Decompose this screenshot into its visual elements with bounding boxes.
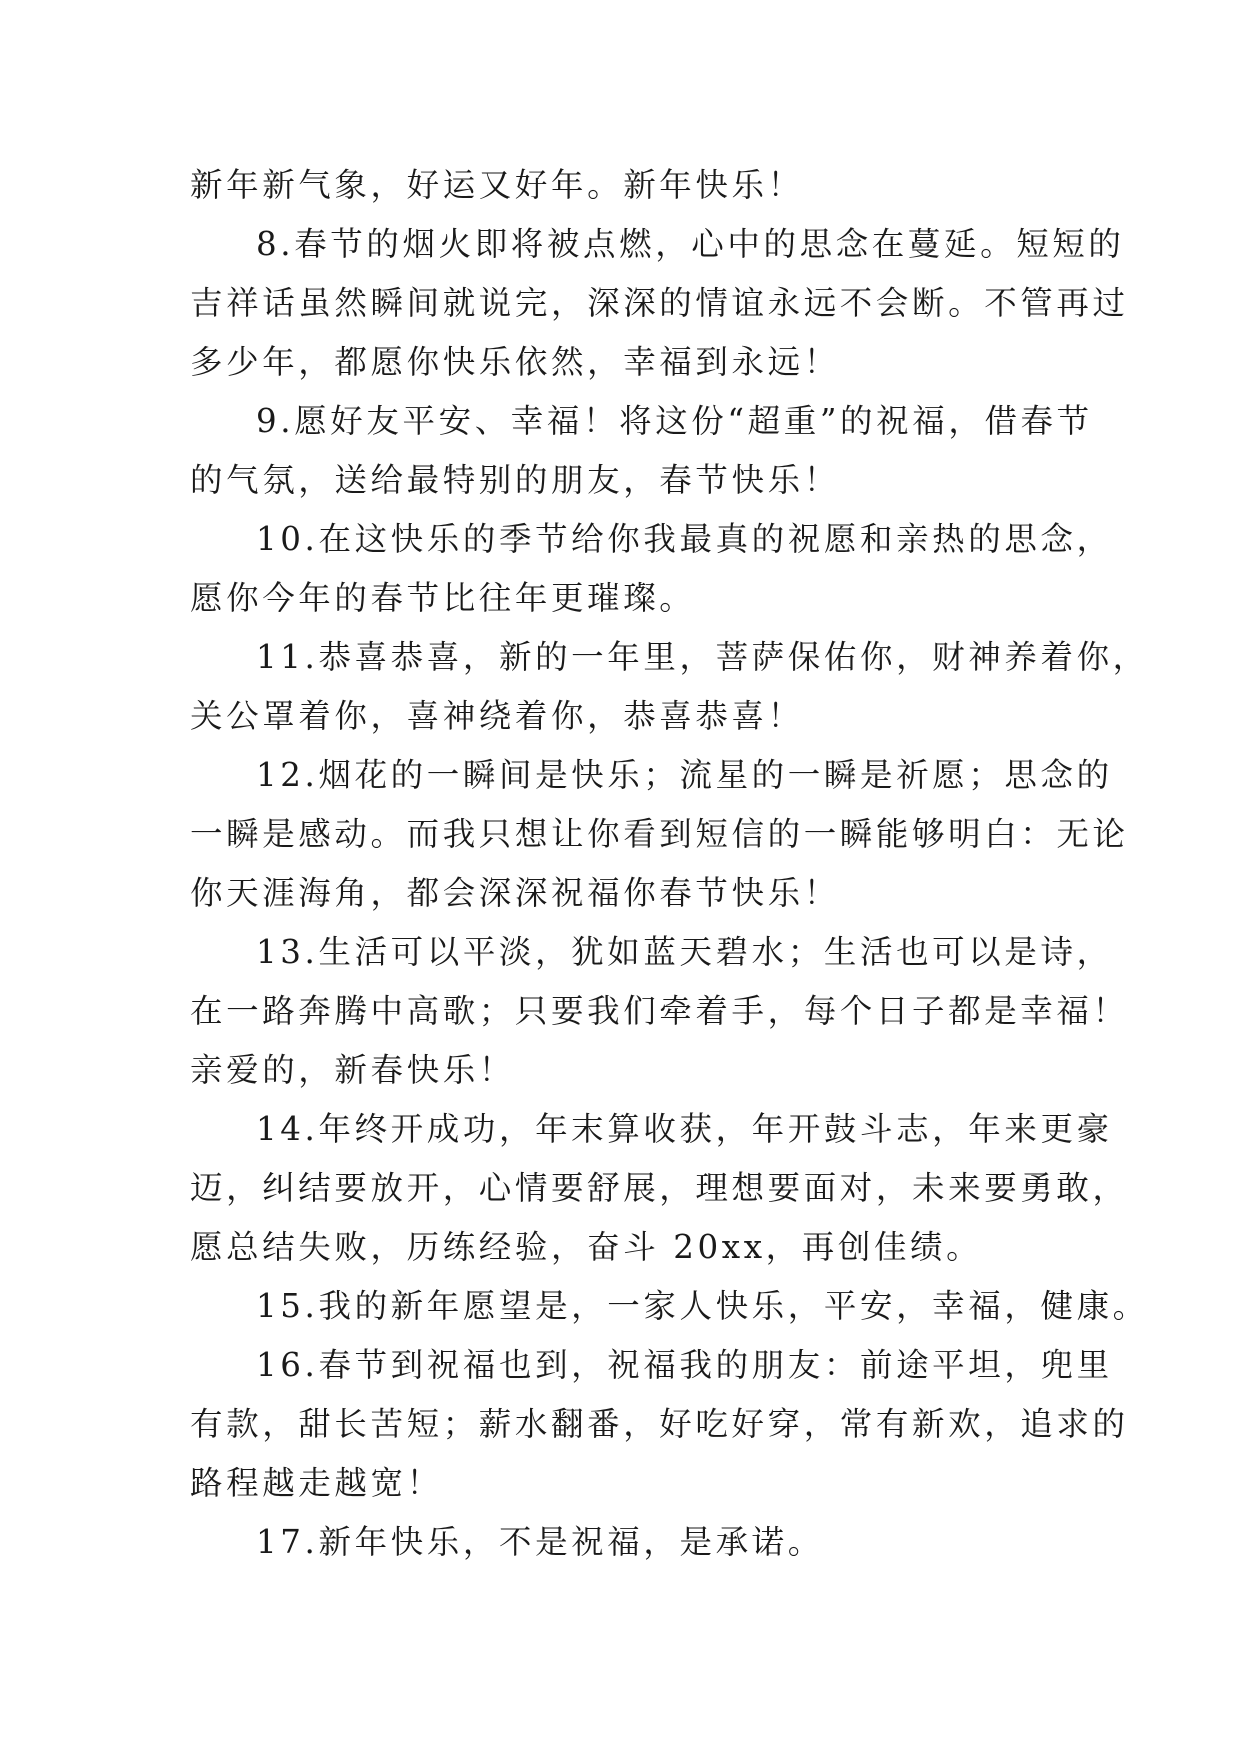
paragraph-13-line-2: 在一路奔腾中高歌；只要我们牵着手，每个日子都是幸福！ [190,992,1129,1030]
paragraph-9-line-1: 9.愿好友平安、幸福！将这份“超重”的祝福，借春节 [256,402,1093,440]
paragraph-14-line-3: 愿总结失败，历练经验，奋斗 20xx，再创佳绩。 [190,1228,983,1266]
paragraph-16-line-1: 16.春节到祝福也到，祝福我的朋友：前途平坦，兜里 [256,1346,1113,1384]
paragraph-8-line-2: 吉祥话虽然瞬间就说完，深深的情谊永远不会断。不管再过 [190,284,1129,322]
paragraph-12-line-3: 你天涯海角，都会深深祝福你春节快乐！ [190,874,840,912]
paragraph-14-line-1: 14.年终开成功，年末算收获，年开鼓斗志，年来更豪 [256,1110,1113,1148]
paragraph-11-line-2: 关公罩着你，喜神绕着你，恭喜恭喜！ [190,697,804,735]
paragraph-11-line-1: 11.恭喜恭喜，新的一年里，菩萨保佑你，财神养着你， [256,638,1149,676]
paragraph-10-line-2: 愿你今年的春节比往年更璀璨。 [190,579,696,617]
paragraph-17-line-1: 17.新年快乐，不是祝福，是承诺。 [256,1523,824,1561]
paragraph-15-line-1: 15.我的新年愿望是，一家人快乐，平安，幸福，健康。 [256,1287,1149,1325]
paragraph-8-line-3: 多少年，都愿你快乐依然，幸福到永远！ [190,343,840,381]
paragraph-13-line-3: 亲爱的，新春快乐！ [190,1051,515,1089]
paragraph-10-line-1: 10.在这快乐的季节给你我最真的祝愿和亲热的思念， [256,520,1113,558]
paragraph-13-line-1: 13.生活可以平淡，犹如蓝天碧水；生活也可以是诗， [256,933,1113,971]
paragraph-8-line-1: 8.春节的烟火即将被点燃，心中的思念在蔓延。短短的 [256,225,1125,263]
paragraph-16-line-2: 有款，甜长苦短；薪水翻番，好吃好穿，常有新欢，追求的 [190,1405,1129,1443]
paragraph-12-line-1: 12.烟花的一瞬间是快乐；流星的一瞬是祈愿；思念的 [256,756,1113,794]
paragraph-9-line-2: 的气氛，送给最特别的朋友，春节快乐！ [190,461,840,499]
paragraph-14-line-2: 迈，纠结要放开，心情要舒展，理想要面对，未来要勇敢， [190,1169,1129,1207]
paragraph-12-line-2: 一瞬是感动。而我只想让你看到短信的一瞬能够明白：无论 [190,815,1129,853]
document-body [190,156,1149,1572]
paragraph-16-line-3: 路程越走越宽！ [190,1464,443,1502]
paragraph-7-line-2: 新年新气象，好运又好年。新年快乐！ [190,166,804,204]
